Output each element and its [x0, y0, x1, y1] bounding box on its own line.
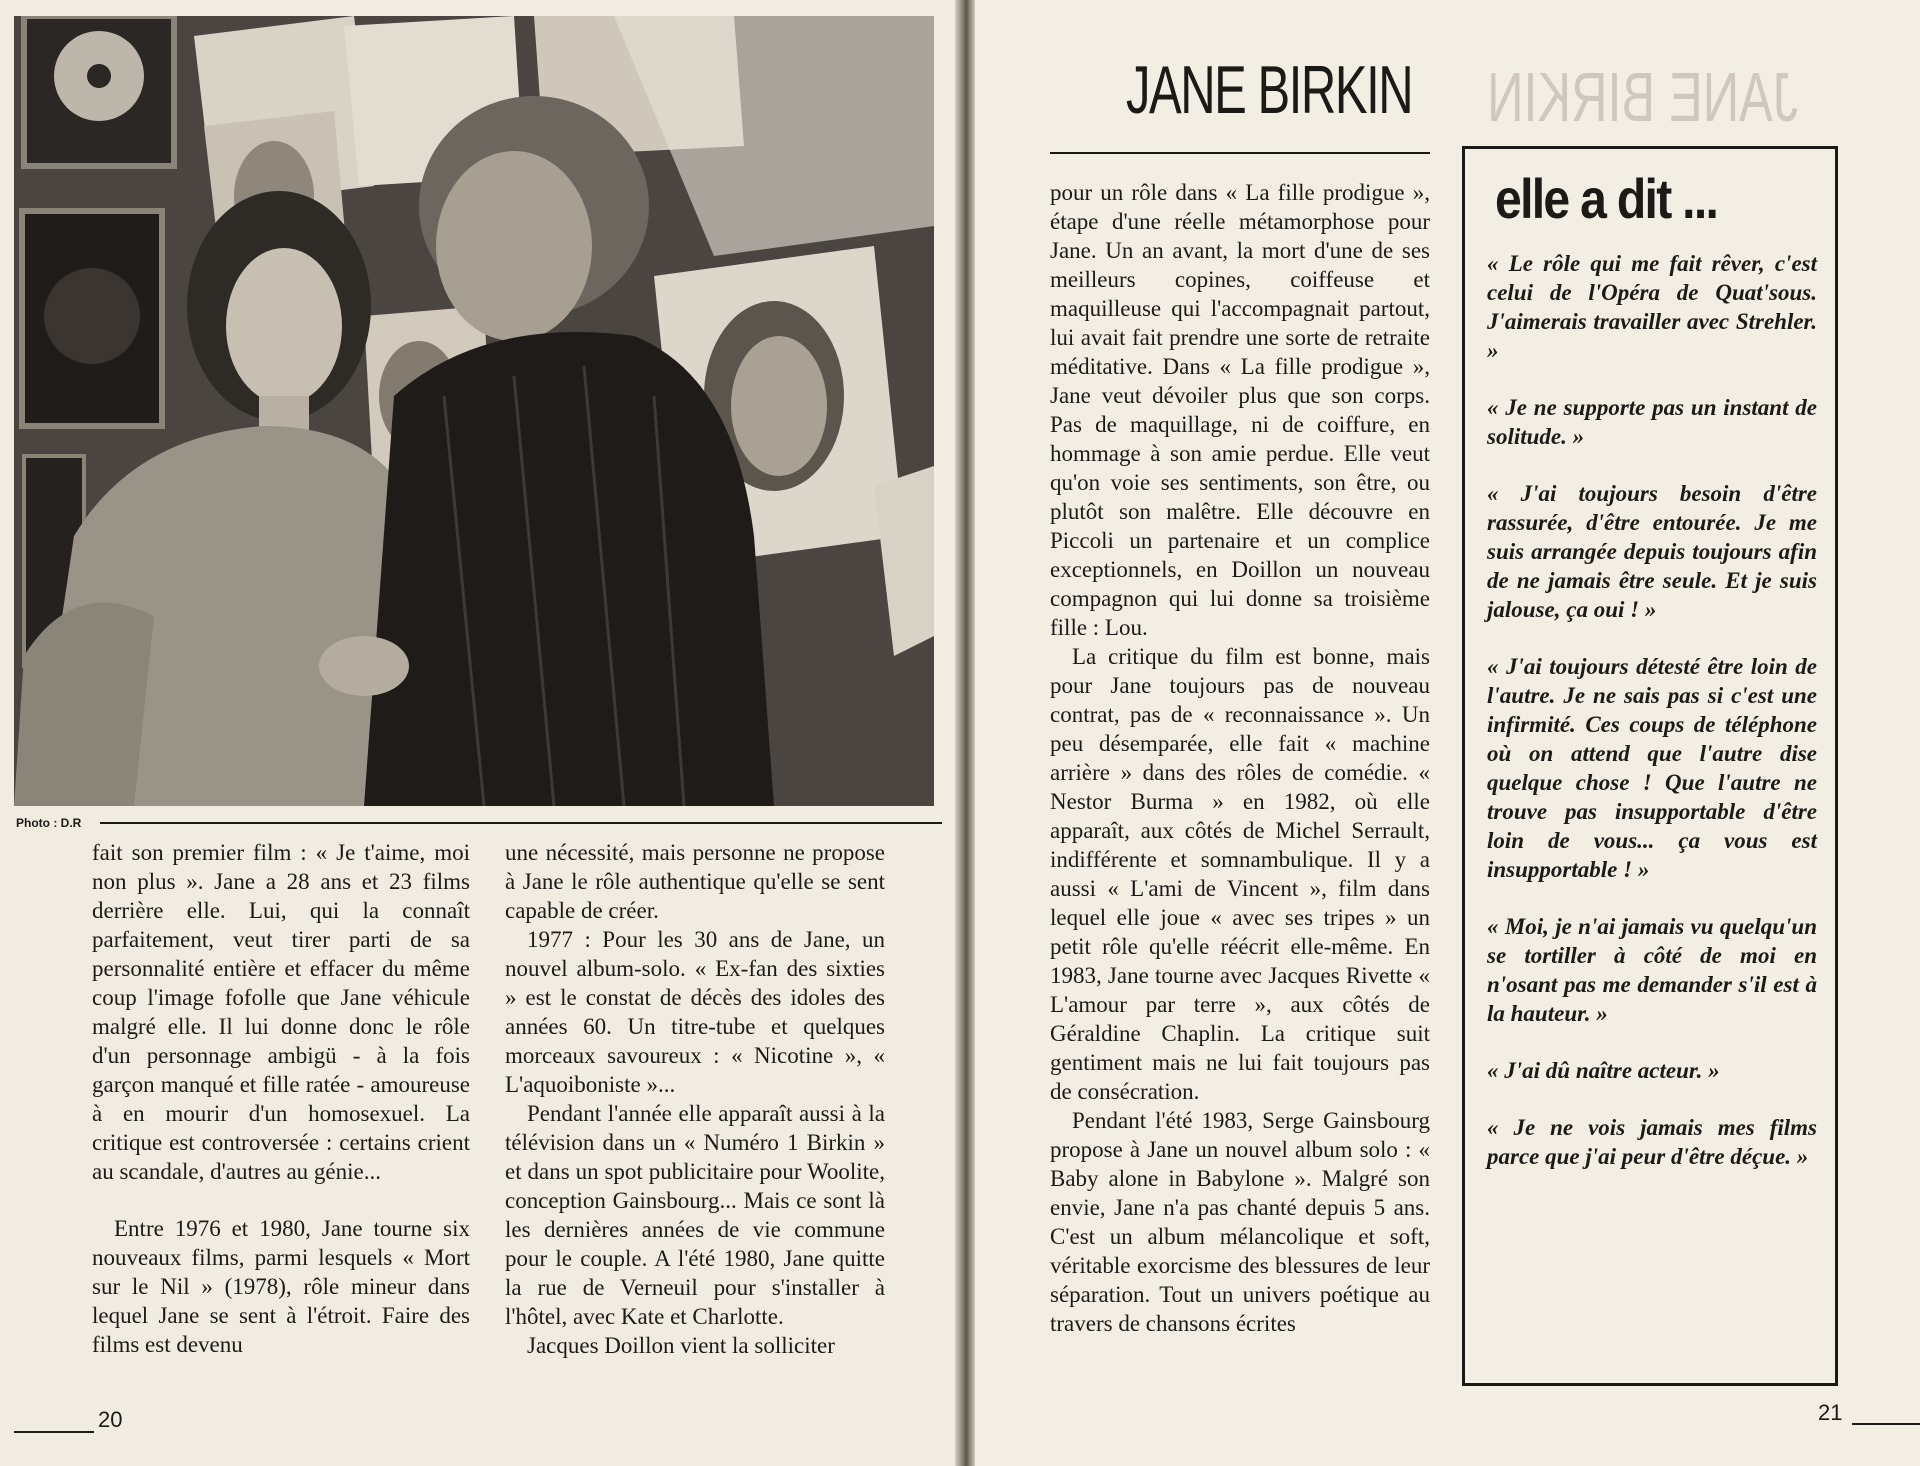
paragraph: Jacques Doillon vient la solliciter	[527, 1333, 835, 1358]
paragraph: La critique du film est bonne, mais pour Jane toujours pas de nouveau contrat, pas de « reconnaissance ». Un peu désemparée, elle fait « machine arrière » dans des rôles de comédie. « Nestor Burma » en 1982, où elle apparaît, aux côtés de Michel Serrault, indifférente et somnambulique. Il y a aussi « L'ami de Vincent », film dans lequel elle joue « avec ses tripes » un petit rôle qu'elle réécrit elle-même. En 1983, Jane tourne avec Jacques Rivette « L'amour par terre », aux côtés de Géraldine Chaplin. La critique suit gentiment mais ne lui fait toujours pas de consécration.	[1050, 644, 1430, 1104]
paragraph: Entre 1976 et 1980, Jane tourne six nouveaux films, parmi lesquels « Mort sur le Nil » (1978), rôle mineur dans lequel Jane se sent à l'étroit. Faire des films est devenu	[92, 1216, 470, 1357]
paragraph: 1977 : Pour les 30 ans de Jane, un nouvel album-solo. « Ex-fan des sixties » est le constat de décès des idoles des années 60. Un titre-tube et quelques morceaux savoureux : « Nicotine », « L'aquoiboniste »...	[505, 927, 885, 1097]
paragraph: Pendant l'été 1983, Serge Gainsbourg propose à Jane un nouvel album solo : « Baby alone in Babylone ». Malgré son envie, Jane n'a pas chanté depuis 5 ans. C'est un album mélancolique et soft, véritable exorcisme des blessures de leur séparation. Tout un univers poétique au travers de chansons écrites	[1050, 1108, 1430, 1336]
divider	[100, 822, 942, 824]
quote: « J'ai toujours besoin d'être rassurée, d'être entourée. Je me suis arrangée depuis toujours afin de ne jamais être seule. Et je suis jalouse, ça oui ! »	[1487, 481, 1817, 622]
page-title: JANE BIRKIN	[1126, 52, 1413, 128]
left-column-1	[92, 838, 470, 1359]
quote: « J'ai dû naître acteur. »	[1487, 1058, 1720, 1083]
divider	[1050, 152, 1430, 154]
quote-list	[1487, 249, 1817, 1171]
paragraph: pour un rôle dans « La fille prodigue », étape d'une réelle métamorphose pour Jane. Un an avant, la mort d'une de ses meilleurs copines, coiffeuse et maquilleuse qui l'accompagnait partout, lui avait fait prendre une sorte de retraite méditative. Dans « La fille prodigue », Jane veut dévoiler plus que son corps. Pas de maquillage, ni de coiffure, en hommage à son amie perdue. Elle veut qu'on voie ses sentiments, son être, ou plutôt son malêtre. Elle découvre en Piccoli un partenaire et un complice exceptionnels, en Doillon un nouveau compagnon qui lui donne sa troisième fille : Lou.	[1050, 180, 1430, 640]
paragraph: une nécessité, mais personne ne propose à Jane le rôle authentique qu'elle se sent capable de créer.	[505, 840, 885, 923]
paragraph: fait son premier film : « Je t'aime, moi non plus ». Jane a 28 ans et 23 films derrière elle. Lui, qui la connaît parfaitement, veut tirer parti de sa personnalité entière et effacer du même coup l'image fofolle que Jane véhicule malgré elle. Il lui donne donc le rôle d'un personnage ambigü - à la fois garçon manqué et fille ratée - amoureuse à en mourir d'un homosexuel. La critique est controversée : certains crient au scandale, d'autres au génie...	[92, 840, 470, 1184]
quote-box	[1462, 146, 1838, 1386]
left-column-2	[505, 838, 885, 1360]
page-number-rule	[1852, 1423, 1920, 1425]
left-page	[0, 0, 955, 1466]
page-number: 21	[1818, 1400, 1843, 1425]
quote: « Je ne vois jamais mes films parce que j'ai peur d'être déçue. »	[1487, 1115, 1817, 1169]
page-number: 20	[98, 1407, 123, 1432]
quote: « Je ne supporte pas un instant de solitude. »	[1487, 395, 1817, 449]
photo-jane-and-serge	[14, 16, 934, 806]
quote: « Le rôle qui me fait rêver, c'est celui de l'Opéra de Quat'sous. J'aimerais travailler avec Strehler. »	[1487, 251, 1817, 363]
quote: « Moi, je n'ai jamais vu quelqu'un se tortiller à côté de moi en n'osant pas me demander s'il est à la hauteur. »	[1487, 914, 1817, 1026]
photo-credit: Photo : D.R	[16, 816, 82, 830]
right-column	[1050, 178, 1430, 1338]
quote-box-heading: elle a dit ...	[1495, 167, 1718, 230]
show-through-title: JANE BIRKIN	[1487, 58, 1798, 136]
spine-gutter	[955, 0, 975, 1466]
paragraph: Pendant l'année elle apparaît aussi à la télévision dans un « Numéro 1 Birkin » et dans un spot publicitaire pour Woolite, conception Gainsbourg... Mais ce sont là les dernières années de vie commune pour le couple. A l'été 1980, Jane quitte la rue de Verneuil pour s'installer à l'hôtel, avec Kate et Charlotte.	[505, 1101, 885, 1329]
page-number-rule	[14, 1431, 94, 1433]
quote: « J'ai toujours détesté être loin de l'autre. Je ne sais pas si c'est une infirmité. Ces coups de téléphone où on attend que l'autre dise quelque chose ! Que l'autre ne trouve pas insupportable d'être loin de vous... ça vous est insupportable ! »	[1487, 654, 1817, 882]
